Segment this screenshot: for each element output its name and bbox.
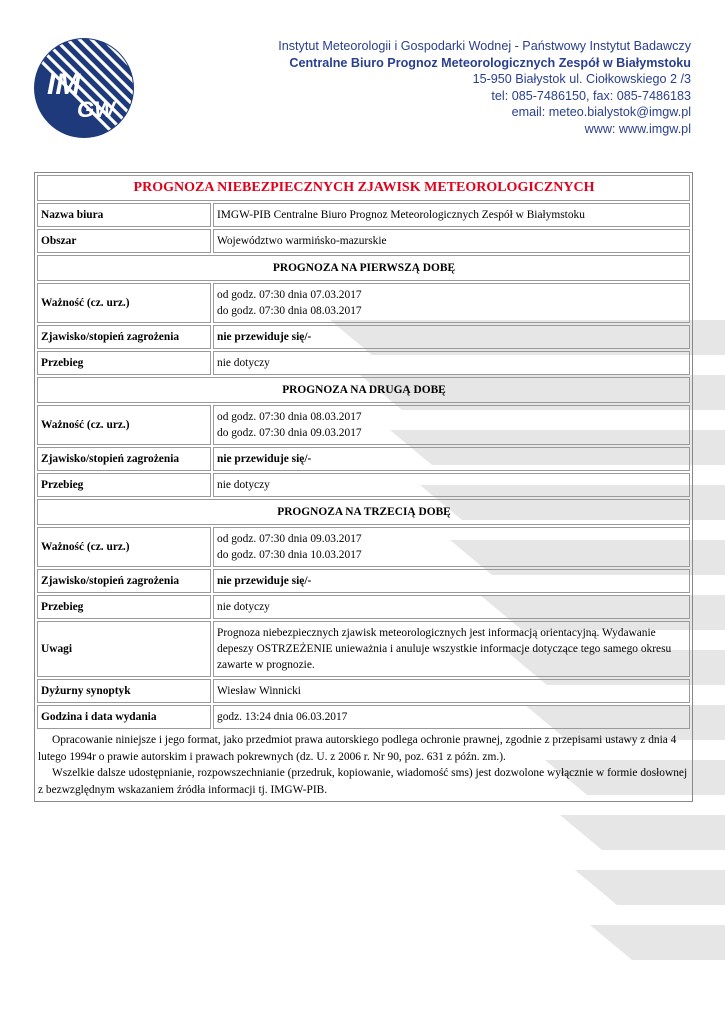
validity-value: [213, 405, 690, 445]
institute-name: Instytut Meteorologii i Gospodarki Wodnej - Państwowy Instytut Badawczy: [278, 39, 691, 53]
forecaster-value: Wiesław Winnicki: [213, 679, 690, 703]
section-heading-day2: PROGNOZA NA DRUGĄ DOBĘ: [37, 377, 690, 403]
validity-label: Ważność (cz. urz.): [37, 527, 211, 567]
institute-header: [221, 38, 691, 137]
course-label: Przebieg: [37, 595, 211, 619]
area-label: Obszar: [37, 229, 211, 253]
course-value: nie dotyczy: [213, 473, 690, 497]
office-label: Nazwa biura: [37, 203, 211, 227]
forecast-document: [34, 172, 693, 802]
issued-value: godz. 13:24 dnia 06.03.2017: [213, 705, 690, 729]
document-title: PROGNOZA NIEBEZPIECZNYCH ZJAWISK METEOROLOGICZNYCH: [37, 175, 690, 201]
valid-to: do godz. 07:30 dnia 10.03.2017: [217, 549, 362, 561]
remarks-value: Prognoza niebezpiecznych zjawisk meteorologicznych jest informacją orientacyjną. Wydawanie depeszy OSTRZEŻENIE unieważnia i anuluje wszystkie informacje dotyczące tego samego okresu zawarte w prognozie.: [213, 621, 690, 677]
valid-from: od godz. 07:30 dnia 09.03.2017: [217, 533, 362, 545]
office-name: Centralne Biuro Prognoz Meteorologicznych Zespół w Białymstoku: [289, 55, 691, 70]
forecaster-label: Dyżurny synoptyk: [37, 679, 211, 703]
validity-value: [213, 283, 690, 323]
validity-value: [213, 527, 690, 567]
logo-text-top: IM: [47, 68, 81, 101]
valid-to: do godz. 07:30 dnia 08.03.2017: [217, 305, 362, 317]
validity-label: Ważność (cz. urz.): [37, 405, 211, 445]
forecast-table: [35, 173, 692, 731]
valid-from: od godz. 07:30 dnia 07.03.2017: [217, 289, 362, 301]
phone-fax: tel: 085-7486150, fax: 085-7486183: [491, 88, 691, 103]
email[interactable]: email: meteo.bialystok@imgw.pl: [511, 105, 691, 119]
remarks-label: Uwagi: [37, 621, 211, 677]
website[interactable]: www: www.imgw.pl: [584, 121, 691, 136]
address: 15-950 Białystok ul. Ciołkowskiego 2 /3: [472, 72, 691, 86]
course-value: nie dotyczy: [213, 595, 690, 619]
phenomenon-value: nie przewiduje się/-: [213, 569, 690, 593]
copyright-paragraph: Wszelkie dalsze udostępnianie, rozpowszechnianie (przedruk, kopiowanie, wiadomość sms) jest dozwolone wyłącznie w formie dosłownej z bezwzględnym wskazaniem źródła informacji tj. IMGW-PIB.: [38, 767, 688, 796]
phenomenon-label: Zjawisko/stopień zagrożenia: [37, 447, 211, 471]
logo-text-bottom: GW: [77, 97, 115, 122]
course-value: nie dotyczy: [213, 351, 690, 375]
area-value: Województwo warmińsko-mazurskie: [213, 229, 690, 253]
copyright-paragraph: Opracowanie niniejsze i jego format, jako przedmiot prawa autorskiego podlega ochronie prawnej, zgodnie z przepisami ustawy z dnia 4 lutego 1994r o prawie autorskim i prawach pokrewnych (dz. U. z 2006 r. Nr 90, poz. 631 z późn. zm.).: [38, 734, 677, 763]
phenomenon-value: nie przewiduje się/-: [213, 325, 690, 349]
copyright-notice: [35, 731, 692, 801]
section-heading-day1: PROGNOZA NA PIERWSZĄ DOBĘ: [37, 255, 690, 281]
course-label: Przebieg: [37, 351, 211, 375]
section-heading-day3: PROGNOZA NA TRZECIĄ DOBĘ: [37, 499, 690, 525]
phenomenon-label: Zjawisko/stopień zagrożenia: [37, 569, 211, 593]
phenomenon-value: nie przewiduje się/-: [213, 447, 690, 471]
validity-label: Ważność (cz. urz.): [37, 283, 211, 323]
office-value: IMGW-PIB Centralne Biuro Prognoz Meteorologicznych Zespół w Białymstoku: [213, 203, 690, 227]
phenomenon-label: Zjawisko/stopień zagrożenia: [37, 325, 211, 349]
imgw-logo: [33, 37, 135, 139]
course-label: Przebieg: [37, 473, 211, 497]
valid-from: od godz. 07:30 dnia 08.03.2017: [217, 411, 362, 423]
issued-label: Godzina i data wydania: [37, 705, 211, 729]
valid-to: do godz. 07:30 dnia 09.03.2017: [217, 427, 362, 439]
